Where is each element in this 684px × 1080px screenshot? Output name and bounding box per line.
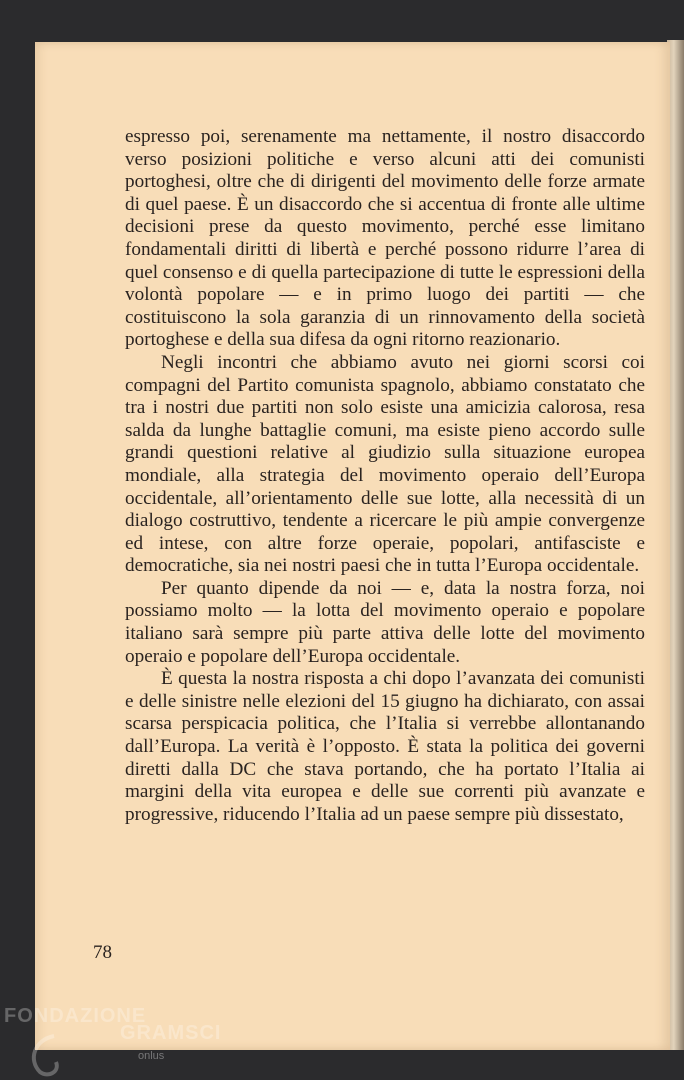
body-text (125, 126, 645, 826)
page-number: 78 (93, 942, 112, 963)
paragraph-2: Negli incontri che abbiamo avuto nei giorni scorsi coi compagni del Partito comunista spagnolo, abbiamo constatato che tra i nostri due partiti non solo esiste una amicizia calorosa, resa salda da lunghe battaglie comuni, ma esiste pieno accordo sulle grandi questioni relative al giudizio sulla situazione europea mondiale, alla strategia del movimento operaio dell’Europa occidentale, all’orientamento delle sue lotte, alla necessità di un dialogo costruttivo, tendente a ricercare le più ampie convergenze ed intese, con altre forze operaie, popolari, antifasciste e democratiche, sia nei nostri paesi che in tutta l’Europa occidentale. (125, 351, 645, 577)
paragraph-1: espresso poi, serenamente ma nettamente, il nostro disaccordo verso posizioni politiche e verso alcuni atti dei comunisti portoghesi, oltre che di dirigenti del movimento delle forze armate di quel paese. È un disaccordo che si accentua di fronte alle ultime decisioni prese da questo movimento, perché esse limitano fondamentali diritti di libertà e perché possono ridurre l’area di quel consenso e di quella partecipazione di tutte le espressioni della volontà popolare — e in primo luogo dei partiti — che costituiscono la sola garanzia di un rinnovamento della società portoghese e della sua difesa da ogni ritorno reazionario. (125, 126, 645, 351)
watermark-logo (0, 1000, 222, 1080)
watermark-line1: FONDAZIONE (4, 1005, 147, 1027)
paragraph-3: Per quanto dipende da noi — e, data la nostra forza, noi possiamo molto — la lotta del movimento operaio e popolare italiano sarà sempre più parte attiva delle lotte del movimento operaio e popolare dell’Europa occidentale. (125, 577, 645, 667)
watermark-line2: GRAMSCI (120, 1022, 222, 1044)
paragraph-4: È questa la nostra risposta a chi dopo l’avanzata dei comunisti e delle sinistre nelle elezioni del 15 giugno ha dichiarato, con assai scarsa perspicacia politica, che l’Italia si verrebbe allontanando dall’Europa. La verità è l’opposto. È stata la politica dei governi diretti dalla DC che stava portando, che ha portato l’Italia ai margini della vita europea e delle sue correnti più avanzate e progressive, riducendo l’Italia ad un paese sempre più dissestato, (125, 668, 645, 825)
swirl-icon (26, 1030, 66, 1078)
book-page (35, 42, 670, 1050)
watermark-line3: onlus (138, 1050, 165, 1062)
